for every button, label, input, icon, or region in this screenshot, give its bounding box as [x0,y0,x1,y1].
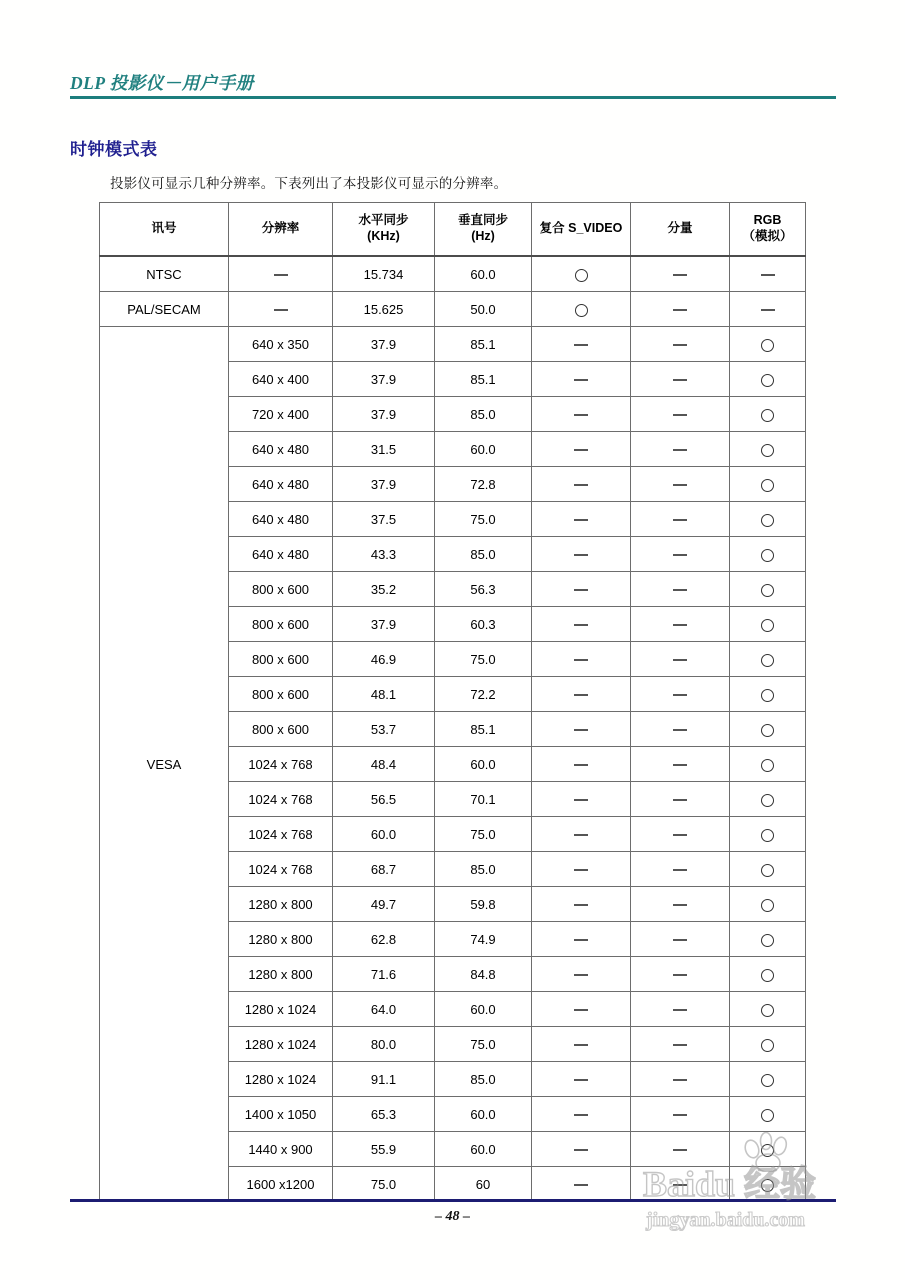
supported-ring-icon [761,1004,774,1017]
cell-vsync: 60.0 [435,992,532,1027]
cell-component [631,887,730,922]
supported-ring-icon [761,934,774,947]
cell-component [631,397,730,432]
cell-svideo [532,327,631,362]
cell-rgb [730,432,806,467]
not-supported-dash-icon [673,694,687,695]
cell-resolution: 1024 x 768 [229,782,333,817]
cell-svideo [532,467,631,502]
cell-hsync: 68.7 [333,852,435,887]
cell-component [631,362,730,397]
not-supported-dash-icon [574,624,588,625]
cell-component [631,782,730,817]
cell-rgb [730,1167,806,1202]
running-header-title: DLP 投影仪－用户手册 [70,73,254,93]
cell-resolution: 1024 x 768 [229,852,333,887]
supported-ring-icon [761,549,774,562]
cell-component [631,292,730,327]
cell-resolution [229,292,333,327]
cell-hsync: 65.3 [333,1097,435,1132]
cell-vsync: 72.2 [435,677,532,712]
not-supported-dash-icon [673,729,687,730]
cell-svideo [532,607,631,642]
supported-ring-icon [761,724,774,737]
cell-hsync: 43.3 [333,537,435,572]
not-supported-dash-icon [574,1079,588,1080]
cell-svideo [532,992,631,1027]
not-supported-dash-icon [673,1114,687,1115]
cell-vsync: 75.0 [435,502,532,537]
cell-rgb [730,747,806,782]
cell-svideo [532,397,631,432]
cell-rgb [730,712,806,747]
watermark-sub-text: jingyan.baidu.com [646,1209,805,1231]
cell-hsync: 37.9 [333,467,435,502]
cell-component [631,1132,730,1167]
not-supported-dash-icon [673,1184,687,1185]
cell-resolution [229,256,333,292]
not-supported-dash-icon [673,799,687,800]
cell-svideo [532,852,631,887]
not-supported-dash-icon [574,1114,588,1115]
cell-hsync: 55.9 [333,1132,435,1167]
column-header-svideo-main: 复合 S_VIDEO [539,221,623,236]
cell-resolution: 1600 x1200 [229,1167,333,1202]
cell-hsync: 80.0 [333,1027,435,1062]
cell-hsync: 37.9 [333,397,435,432]
cell-vsync: 74.9 [435,922,532,957]
page-number: – 48 – [435,1209,470,1224]
cell-svideo [532,642,631,677]
cell-hsync: 56.5 [333,782,435,817]
cell-resolution: 1280 x 800 [229,957,333,992]
cell-rgb [730,327,806,362]
cell-svideo [532,1132,631,1167]
cell-resolution: 1280 x 800 [229,887,333,922]
cell-svideo [532,502,631,537]
not-supported-dash-icon [574,694,588,695]
supported-ring-icon [761,409,774,422]
not-supported-dash-icon [574,834,588,835]
cell-svideo [532,747,631,782]
cell-hsync: 49.7 [333,887,435,922]
not-supported-dash-icon [673,939,687,940]
cell-hsync: 91.1 [333,1062,435,1097]
supported-ring-icon [761,374,774,387]
supported-ring-icon [575,304,588,317]
not-supported-dash-icon [673,589,687,590]
column-header-component-main: 分量 [667,221,693,236]
table-body [100,256,806,1202]
cell-component [631,502,730,537]
table-row [100,292,806,327]
cell-resolution: 1024 x 768 [229,817,333,852]
cell-rgb [730,502,806,537]
clock-mode-table [99,202,806,1202]
cell-component [631,327,730,362]
not-supported-dash-icon [574,1184,588,1185]
running-header [70,74,836,99]
not-supported-dash-icon [574,1009,588,1010]
cell-svideo [532,887,631,922]
supported-ring-icon [761,1039,774,1052]
not-supported-dash-icon [574,974,588,975]
not-supported-dash-icon [574,344,588,345]
not-supported-dash-icon [673,1044,687,1045]
not-supported-dash-icon [574,414,588,415]
not-supported-dash-icon [574,484,588,485]
cell-rgb [730,572,806,607]
cell-rgb [730,256,806,292]
cell-rgb [730,1097,806,1132]
cell-component [631,712,730,747]
cell-resolution: 1440 x 900 [229,1132,333,1167]
cell-rgb [730,362,806,397]
cell-resolution: 800 x 600 [229,607,333,642]
cell-hsync: 35.2 [333,572,435,607]
column-header-rgb [730,203,806,257]
cell-resolution: 1280 x 1024 [229,992,333,1027]
cell-svideo [532,712,631,747]
cell-component [631,817,730,852]
cell-vsync: 85.1 [435,362,532,397]
cell-svideo [532,1167,631,1202]
supported-ring-icon [761,1144,774,1157]
cell-component [631,852,730,887]
supported-ring-icon [761,619,774,632]
cell-component [631,642,730,677]
not-supported-dash-icon [673,484,687,485]
not-supported-dash-icon [574,764,588,765]
cell-rgb [730,397,806,432]
supported-ring-icon [761,864,774,877]
cell-resolution: 1280 x 1024 [229,1027,333,1062]
header-divider [70,96,836,99]
cell-svideo [532,292,631,327]
column-header-vsync [435,203,532,257]
supported-ring-icon [761,1109,774,1122]
cell-hsync: 48.4 [333,747,435,782]
cell-signal-vesa-group: VESA [100,327,229,1202]
cell-svideo [532,817,631,852]
cell-vsync: 85.1 [435,327,532,362]
supported-ring-icon [761,794,774,807]
cell-rgb [730,782,806,817]
not-supported-dash-icon [274,274,288,275]
cell-rgb [730,607,806,642]
table-row [100,256,806,292]
cell-signal: PAL/SECAM [100,292,229,327]
cell-rgb [730,992,806,1027]
not-supported-dash-icon [574,904,588,905]
not-supported-dash-icon [574,554,588,555]
column-header-resolution-main: 分辨率 [261,221,300,236]
not-supported-dash-icon [673,519,687,520]
cell-resolution: 640 x 480 [229,537,333,572]
supported-ring-icon [761,689,774,702]
cell-vsync: 85.0 [435,397,532,432]
supported-ring-icon [761,514,774,527]
supported-ring-icon [575,269,588,282]
cell-rgb [730,957,806,992]
cell-rgb [730,852,806,887]
cell-rgb [730,1062,806,1097]
cell-vsync: 60.0 [435,432,532,467]
cell-component [631,572,730,607]
not-supported-dash-icon [574,449,588,450]
not-supported-dash-icon [673,974,687,975]
not-supported-dash-icon [574,589,588,590]
cell-vsync: 60.0 [435,1132,532,1167]
not-supported-dash-icon [761,309,775,310]
column-header-resolution [229,203,333,257]
cell-hsync: 37.5 [333,502,435,537]
cell-vsync: 84.8 [435,957,532,992]
column-header-rgb-sub: （模拟） [742,229,793,243]
table-row [100,327,806,362]
cell-resolution: 640 x 480 [229,502,333,537]
not-supported-dash-icon [673,1009,687,1010]
cell-hsync: 15.734 [333,256,435,292]
cell-component [631,992,730,1027]
cell-component [631,922,730,957]
cell-component [631,1167,730,1202]
column-header-hsync-unit: (KHz) [367,229,400,243]
table-header-row [100,203,806,257]
cell-rgb [730,537,806,572]
cell-hsync: 37.9 [333,327,435,362]
cell-hsync: 53.7 [333,712,435,747]
not-supported-dash-icon [274,309,288,310]
supported-ring-icon [761,339,774,352]
not-supported-dash-icon [761,274,775,275]
cell-rgb [730,1132,806,1167]
cell-vsync: 85.1 [435,712,532,747]
not-supported-dash-icon [673,834,687,835]
footer-divider [70,1199,836,1202]
cell-hsync: 37.9 [333,607,435,642]
cell-svideo [532,1062,631,1097]
cell-resolution: 1024 x 768 [229,747,333,782]
cell-rgb [730,677,806,712]
cell-vsync: 59.8 [435,887,532,922]
supported-ring-icon [761,829,774,842]
not-supported-dash-icon [673,309,687,310]
cell-component [631,957,730,992]
not-supported-dash-icon [673,449,687,450]
not-supported-dash-icon [673,554,687,555]
cell-resolution: 800 x 600 [229,712,333,747]
cell-vsync: 50.0 [435,292,532,327]
cell-hsync: 15.625 [333,292,435,327]
cell-svideo [532,256,631,292]
cell-vsync: 56.3 [435,572,532,607]
cell-component [631,432,730,467]
not-supported-dash-icon [673,344,687,345]
cell-hsync: 62.8 [333,922,435,957]
column-header-hsync [333,203,435,257]
cell-vsync: 75.0 [435,642,532,677]
cell-vsync: 75.0 [435,817,532,852]
not-supported-dash-icon [574,939,588,940]
cell-component [631,677,730,712]
cell-component [631,747,730,782]
supported-ring-icon [761,759,774,772]
timing-table-container [99,202,805,1202]
supported-ring-icon [761,444,774,457]
cell-vsync: 60.0 [435,747,532,782]
column-header-rgb-main: RGB [753,213,782,228]
column-header-component [631,203,730,257]
cell-svideo [532,362,631,397]
not-supported-dash-icon [673,379,687,380]
column-header-vsync-unit: (Hz) [471,229,495,243]
not-supported-dash-icon [673,869,687,870]
cell-signal: NTSC [100,256,229,292]
not-supported-dash-icon [673,659,687,660]
supported-ring-icon [761,584,774,597]
cell-vsync: 60.3 [435,607,532,642]
cell-resolution: 1400 x 1050 [229,1097,333,1132]
cell-rgb [730,642,806,677]
cell-rgb [730,817,806,852]
not-supported-dash-icon [673,274,687,275]
supported-ring-icon [761,654,774,667]
cell-hsync: 31.5 [333,432,435,467]
cell-hsync: 37.9 [333,362,435,397]
cell-svideo [532,537,631,572]
cell-vsync: 85.0 [435,537,532,572]
column-header-svideo [532,203,631,257]
cell-component [631,1062,730,1097]
not-supported-dash-icon [574,659,588,660]
cell-hsync: 75.0 [333,1167,435,1202]
cell-vsync: 85.0 [435,1062,532,1097]
cell-component [631,1027,730,1062]
cell-resolution: 1280 x 800 [229,922,333,957]
cell-vsync: 75.0 [435,1027,532,1062]
not-supported-dash-icon [574,1149,588,1150]
cell-vsync: 72.8 [435,467,532,502]
supported-ring-icon [761,1179,774,1192]
column-header-vsync-main: 垂直同步 [457,213,508,228]
cell-rgb [730,292,806,327]
cell-rgb [730,1027,806,1062]
not-supported-dash-icon [574,519,588,520]
supported-ring-icon [761,1074,774,1087]
cell-rgb [730,467,806,502]
cell-component [631,537,730,572]
cell-component [631,607,730,642]
cell-vsync: 85.0 [435,852,532,887]
column-header-signal [100,203,229,257]
cell-resolution: 1280 x 1024 [229,1062,333,1097]
not-supported-dash-icon [574,799,588,800]
not-supported-dash-icon [574,1044,588,1045]
cell-svideo [532,957,631,992]
cell-vsync: 60.0 [435,1097,532,1132]
not-supported-dash-icon [673,904,687,905]
intro-paragraph: 投影仪可显示几种分辨率。下表列出了本投影仪可显示的分辨率。 [110,176,508,191]
table-header [100,203,806,257]
cell-hsync: 71.6 [333,957,435,992]
cell-resolution: 640 x 480 [229,432,333,467]
not-supported-dash-icon [673,624,687,625]
cell-resolution: 640 x 350 [229,327,333,362]
not-supported-dash-icon [574,379,588,380]
not-supported-dash-icon [574,869,588,870]
cell-component [631,1097,730,1132]
cell-hsync: 60.0 [333,817,435,852]
cell-rgb [730,922,806,957]
cell-svideo [532,677,631,712]
cell-svideo [532,432,631,467]
cell-svideo [532,922,631,957]
cell-resolution: 640 x 400 [229,362,333,397]
section-title: 时钟模式表 [70,140,158,159]
cell-hsync: 46.9 [333,642,435,677]
column-header-signal-main: 讯号 [151,221,177,236]
not-supported-dash-icon [673,1149,687,1150]
not-supported-dash-icon [673,764,687,765]
cell-hsync: 48.1 [333,677,435,712]
cell-svideo [532,1027,631,1062]
cell-vsync: 60.0 [435,256,532,292]
not-supported-dash-icon [673,1079,687,1080]
cell-svideo [532,572,631,607]
supported-ring-icon [761,479,774,492]
supported-ring-icon [761,969,774,982]
cell-resolution: 800 x 600 [229,642,333,677]
cell-vsync: 70.1 [435,782,532,817]
cell-hsync: 64.0 [333,992,435,1027]
not-supported-dash-icon [574,729,588,730]
not-supported-dash-icon [673,414,687,415]
cell-rgb [730,887,806,922]
column-header-hsync-main: 水平同步 [358,213,409,228]
cell-resolution: 640 x 480 [229,467,333,502]
cell-component [631,256,730,292]
cell-resolution: 720 x 400 [229,397,333,432]
cell-svideo [532,1097,631,1132]
cell-svideo [532,782,631,817]
cell-resolution: 800 x 600 [229,677,333,712]
cell-resolution: 800 x 600 [229,572,333,607]
cell-vsync: 60 [435,1167,532,1202]
supported-ring-icon [761,899,774,912]
cell-component [631,467,730,502]
